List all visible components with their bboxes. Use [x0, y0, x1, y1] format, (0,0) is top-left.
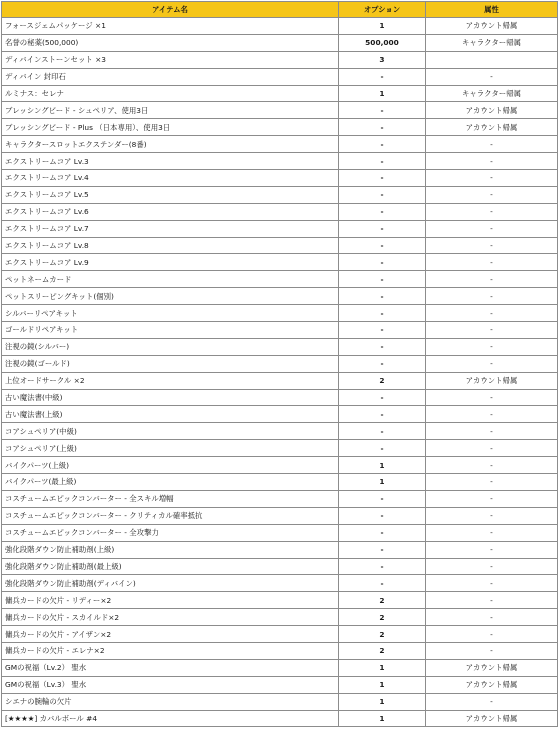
attribute-cell: アカウント帰属 [426, 372, 558, 389]
option-cell: 1 [339, 676, 426, 693]
item-name-cell: 注視の鏡(ゴールド) [2, 355, 339, 372]
attribute-cell: - [426, 575, 558, 592]
attribute-cell: - [426, 203, 558, 220]
item-name-cell: フォースジェムパッケージ ×1 [2, 18, 339, 35]
table-row [2, 474, 558, 491]
table-row [2, 237, 558, 254]
column-header-item-name: アイテム名 [2, 2, 339, 18]
attribute-cell: - [426, 406, 558, 423]
table-row [2, 490, 558, 507]
attribute-cell: - [426, 558, 558, 575]
option-cell: 2 [339, 626, 426, 643]
attribute-cell: アカウント帰属 [426, 710, 558, 727]
table-row [2, 693, 558, 710]
table-row [2, 626, 558, 643]
item-table [1, 1, 558, 727]
option-cell: 500,000 [339, 34, 426, 51]
option-cell: - [339, 389, 426, 406]
item-name-cell: 傭兵カードの欠片 - リディー×2 [2, 592, 339, 609]
table-row [2, 406, 558, 423]
attribute-cell: - [426, 541, 558, 558]
table-row [2, 254, 558, 271]
table-row [2, 710, 558, 727]
attribute-cell [426, 51, 558, 68]
attribute-cell: - [426, 440, 558, 457]
attribute-cell: アカウント帰属 [426, 102, 558, 119]
option-cell: 1 [339, 710, 426, 727]
item-name-cell: エクストリームコア Lv.5 [2, 186, 339, 203]
item-name-cell: キャラクタースロットエクステンダー(8番) [2, 136, 339, 153]
table-row [2, 558, 558, 575]
option-cell: - [339, 338, 426, 355]
attribute-cell: - [426, 592, 558, 609]
table-row [2, 338, 558, 355]
option-cell: - [339, 237, 426, 254]
item-name-cell: 傭兵カードの欠片 - スカイルド×2 [2, 609, 339, 626]
attribute-cell: キャラクター帰属 [426, 34, 558, 51]
item-name-cell: 傭兵カードの欠片 - エレナ×2 [2, 642, 339, 659]
table-row [2, 288, 558, 305]
option-cell: - [339, 203, 426, 220]
attribute-cell: - [426, 237, 558, 254]
item-name-cell: バイクパーツ(最上級) [2, 474, 339, 491]
option-cell: 1 [339, 18, 426, 35]
option-cell: - [339, 558, 426, 575]
table-row [2, 102, 558, 119]
item-name-cell: GMの祝福（Lv.2） 聖水 [2, 659, 339, 676]
option-cell: 1 [339, 457, 426, 474]
table-row [2, 85, 558, 102]
attribute-cell: - [426, 507, 558, 524]
item-name-cell: コアシュペリア(上級) [2, 440, 339, 457]
attribute-cell: - [426, 305, 558, 322]
table-row [2, 440, 558, 457]
item-name-cell: ゴールドリペアキット [2, 322, 339, 339]
attribute-cell: - [426, 322, 558, 339]
attribute-cell: - [426, 457, 558, 474]
option-cell: - [339, 541, 426, 558]
table-row [2, 203, 558, 220]
item-name-cell: ペットネームカード [2, 271, 339, 288]
option-cell: - [339, 136, 426, 153]
table-row [2, 676, 558, 693]
option-cell: 1 [339, 474, 426, 491]
item-name-cell: 古い魔法書(中級) [2, 389, 339, 406]
option-cell: - [339, 220, 426, 237]
table-row [2, 322, 558, 339]
attribute-cell: - [426, 68, 558, 85]
table-row [2, 389, 558, 406]
item-name-cell: シルバーリペアキット [2, 305, 339, 322]
option-cell: - [339, 170, 426, 187]
item-name-cell: エクストリームコア Lv.4 [2, 170, 339, 187]
item-name-cell: コアシュペリア(中級) [2, 423, 339, 440]
table-row [2, 305, 558, 322]
attribute-cell: - [426, 389, 558, 406]
option-cell: - [339, 271, 426, 288]
option-cell: - [339, 119, 426, 136]
attribute-cell: - [426, 474, 558, 491]
attribute-cell: アカウント帰属 [426, 119, 558, 136]
table-row [2, 119, 558, 136]
attribute-cell: アカウント帰属 [426, 18, 558, 35]
table-row [2, 136, 558, 153]
attribute-cell: - [426, 642, 558, 659]
item-name-cell: バイクパーツ(上級) [2, 457, 339, 474]
attribute-cell: - [426, 490, 558, 507]
item-name-cell: 注視の鏡(シルバー) [2, 338, 339, 355]
table-row [2, 507, 558, 524]
table-row [2, 186, 558, 203]
item-name-cell: シエナの腕輪の欠片 [2, 693, 339, 710]
attribute-cell: - [426, 186, 558, 203]
attribute-cell: - [426, 271, 558, 288]
option-cell: - [339, 186, 426, 203]
table-row [2, 592, 558, 609]
option-cell: - [339, 288, 426, 305]
table-body [2, 18, 558, 727]
item-name-cell: 上位オードサークル ×2 [2, 372, 339, 389]
option-cell: - [339, 355, 426, 372]
item-name-cell: 名誉の秘薬(500,000) [2, 34, 339, 51]
item-name-cell: エクストリームコア Lv.6 [2, 203, 339, 220]
item-name-cell: エクストリームコア Lv.7 [2, 220, 339, 237]
attribute-cell: - [426, 338, 558, 355]
item-name-cell: ルミナス：セレナ [2, 85, 339, 102]
option-cell: 3 [339, 51, 426, 68]
attribute-cell: - [426, 254, 558, 271]
attribute-cell: - [426, 423, 558, 440]
attribute-cell: - [426, 355, 558, 372]
attribute-cell: - [426, 153, 558, 170]
table-row [2, 153, 558, 170]
option-cell: 2 [339, 609, 426, 626]
attribute-cell: キャラクター帰属 [426, 85, 558, 102]
item-name-cell: 強化段階ダウン防止補助剤(上級) [2, 541, 339, 558]
item-name-cell: ディバイン 封印石 [2, 68, 339, 85]
option-cell: - [339, 68, 426, 85]
table-row [2, 457, 558, 474]
table-row [2, 18, 558, 35]
item-name-cell: コスチュームエピックコンバーター - 全スキル増幅 [2, 490, 339, 507]
option-cell: - [339, 322, 426, 339]
item-name-cell: 強化段階ダウン防止補助剤(ディバイン) [2, 575, 339, 592]
option-cell: 1 [339, 659, 426, 676]
item-name-cell: [★★★★] カバルボール #4 [2, 710, 339, 727]
option-cell: 1 [339, 85, 426, 102]
option-cell: 2 [339, 372, 426, 389]
option-cell: 2 [339, 592, 426, 609]
table-row [2, 659, 558, 676]
item-name-cell: エクストリームコア Lv.8 [2, 237, 339, 254]
option-cell: - [339, 305, 426, 322]
option-cell: 1 [339, 693, 426, 710]
option-cell: - [339, 440, 426, 457]
option-cell: 2 [339, 642, 426, 659]
option-cell: - [339, 575, 426, 592]
option-cell: - [339, 490, 426, 507]
table-row [2, 220, 558, 237]
table-row [2, 541, 558, 558]
attribute-cell: - [426, 693, 558, 710]
column-header-attribute: 属性 [426, 2, 558, 18]
item-name-cell: ディバインストーンセット ×3 [2, 51, 339, 68]
table-row [2, 524, 558, 541]
option-cell: - [339, 423, 426, 440]
column-header-option: オプション [339, 2, 426, 18]
attribute-cell: - [426, 524, 558, 541]
item-name-cell: 傭兵カードの欠片 - アイザン×2 [2, 626, 339, 643]
table-row [2, 423, 558, 440]
attribute-cell: - [426, 609, 558, 626]
option-cell: - [339, 524, 426, 541]
item-name-cell: 強化段階ダウン防止補助剤(最上級) [2, 558, 339, 575]
item-name-cell: GMの祝福（Lv.3） 聖水 [2, 676, 339, 693]
item-name-cell: ペットスリーピングキット(個別) [2, 288, 339, 305]
item-name-cell: コスチュームエピックコンバーター - 全攻撃力 [2, 524, 339, 541]
attribute-cell: - [426, 288, 558, 305]
table-row [2, 355, 558, 372]
attribute-cell: - [426, 136, 558, 153]
attribute-cell: - [426, 626, 558, 643]
item-name-cell: ブレッシングビード - Plus （日本専用）、使用3日 [2, 119, 339, 136]
option-cell: - [339, 153, 426, 170]
table-row [2, 575, 558, 592]
table-row [2, 170, 558, 187]
option-cell: - [339, 102, 426, 119]
option-cell: - [339, 406, 426, 423]
attribute-cell: - [426, 170, 558, 187]
table-row [2, 51, 558, 68]
table-row [2, 372, 558, 389]
item-name-cell: コスチュームエピックコンバーター - クリティカル確率抵抗 [2, 507, 339, 524]
item-name-cell: エクストリームコア Lv.9 [2, 254, 339, 271]
option-cell: - [339, 254, 426, 271]
item-name-cell: ブレッシングビード - シュペリア、使用3日 [2, 102, 339, 119]
table-row [2, 68, 558, 85]
table-row [2, 609, 558, 626]
table-row [2, 271, 558, 288]
table-header-row [2, 2, 558, 18]
item-name-cell: エクストリームコア Lv.3 [2, 153, 339, 170]
item-name-cell: 古い魔法書(上級) [2, 406, 339, 423]
attribute-cell: - [426, 220, 558, 237]
attribute-cell: アカウント帰属 [426, 659, 558, 676]
table-row [2, 642, 558, 659]
attribute-cell: アカウント帰属 [426, 676, 558, 693]
option-cell: - [339, 507, 426, 524]
table-row [2, 34, 558, 51]
